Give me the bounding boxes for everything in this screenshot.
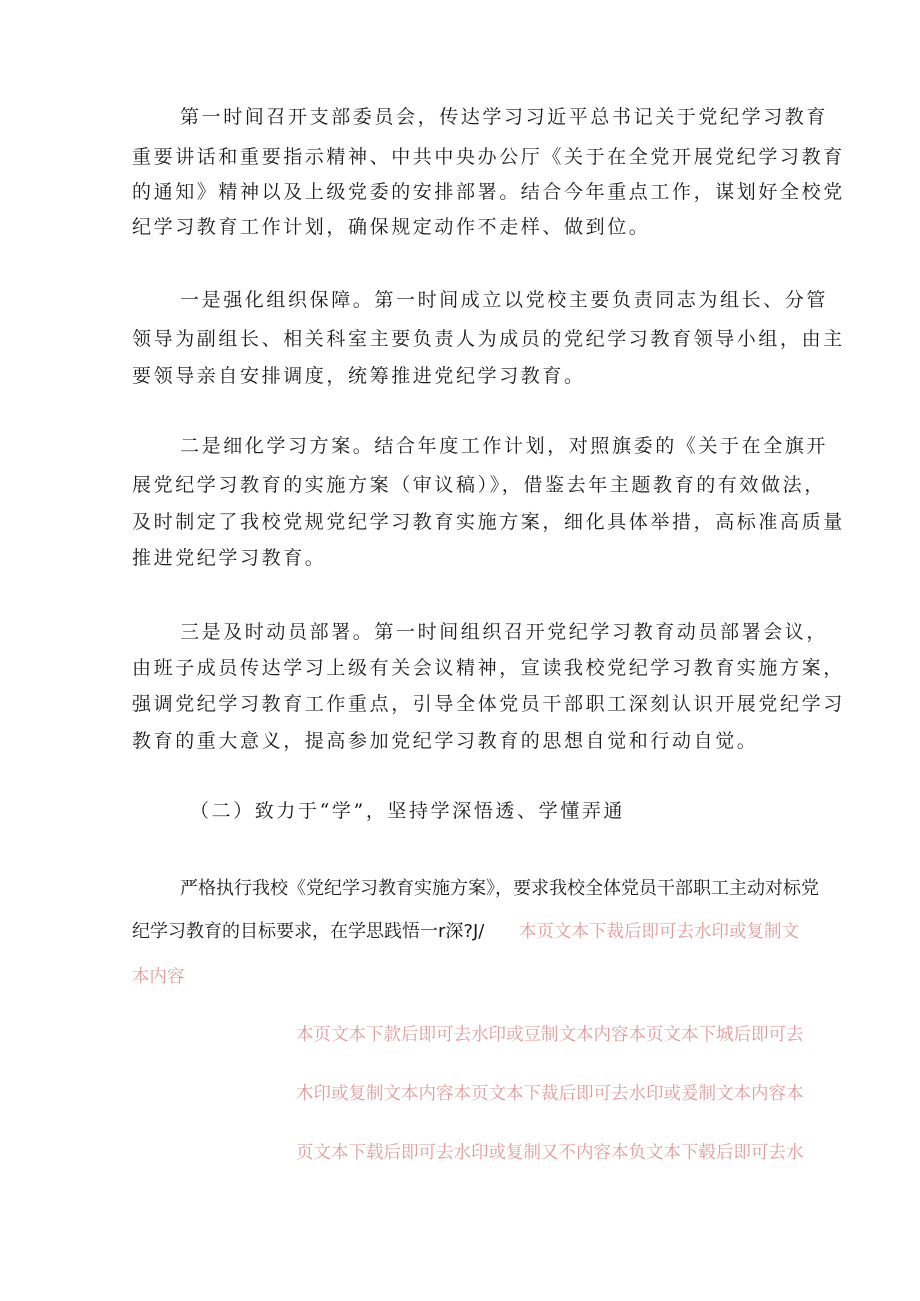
text-line: 由班子成员传达学习上级有关会议精神，宣读我校党纪学习教育实施方案， <box>132 657 845 679</box>
text-line: 重要讲话和重要指示精神、中共中央办公厅《关于在全党开展党纪学习教育 <box>132 146 845 168</box>
text-line: 严格执行我校《党纪学习教育实施方案》，要求我校全体党员干部职工主动对标党 <box>180 878 819 899</box>
section-heading: （二）致力于“学”，坚持学深悟透、学懂弄通 <box>190 800 626 822</box>
text-line: 第一时间召开支部委员会，传达学习习近平总书记关于党纪学习教育 <box>180 106 829 128</box>
text-line: 推进党纪学习教育。 <box>132 547 327 569</box>
text-line: 要领导亲自安排调度，统筹推进党纪学习教育。 <box>132 365 586 387</box>
watermark-text: 本页文本下款后即可去水印或豆制文本内容本页文本下城后即可去 <box>296 1025 804 1045</box>
text-line: 及时制定了我校党规党纪学习教育实施方案，细化具体举措，高标准高质量 <box>132 511 845 533</box>
text-line: 教育的重大意义，提高参加党纪学习教育的思想自觉和行动自觉。 <box>132 730 759 752</box>
watermark-text: 木印或复制文本内容本页文本下裁后即可去水印或爰制文本内容本 <box>296 1084 804 1104</box>
text-line: 二是细化学习方案。结合年度工作计划，对照旗委的《关于在全旗开 <box>180 435 829 457</box>
watermark-text: 本内容 <box>132 967 185 987</box>
text-line: 一是强化组织保障。第一时间成立以党校主要负责同志为组长、分管 <box>180 289 829 311</box>
text-line: 纪学习教育工作计划，确保规定动作不走样、做到位。 <box>132 216 651 238</box>
text-line: 三是及时动员部署。第一时间组织召开党纪学习教育动员部署会议， <box>180 621 829 643</box>
watermark-text: 页文本下载后即可去水印或复制又不内容本负文本下毂后即可去水 <box>296 1143 804 1163</box>
text-line: 领导为副组长、相关科室主要负责人为成员的党纪学习教育领导小组，由主 <box>132 328 845 350</box>
text-line: 纪学习教育的目标要求，在学思践悟一r深?J/ <box>132 921 485 942</box>
watermark-text: 本页文本下裁后即可去水印或复制文 <box>519 922 799 942</box>
text-line: 强调党纪学习教育工作重点，引导全体党员干部职工深刻认识开展党纪学习 <box>132 693 845 715</box>
text-line: 的通知》精神以及上级党委的安排部署。结合今年重点工作，谋划好全校党 <box>132 181 845 203</box>
text-line: 展党纪学习教育的实施方案（审议稿）》，借鉴去年主题教育的有效做法， <box>132 474 826 496</box>
